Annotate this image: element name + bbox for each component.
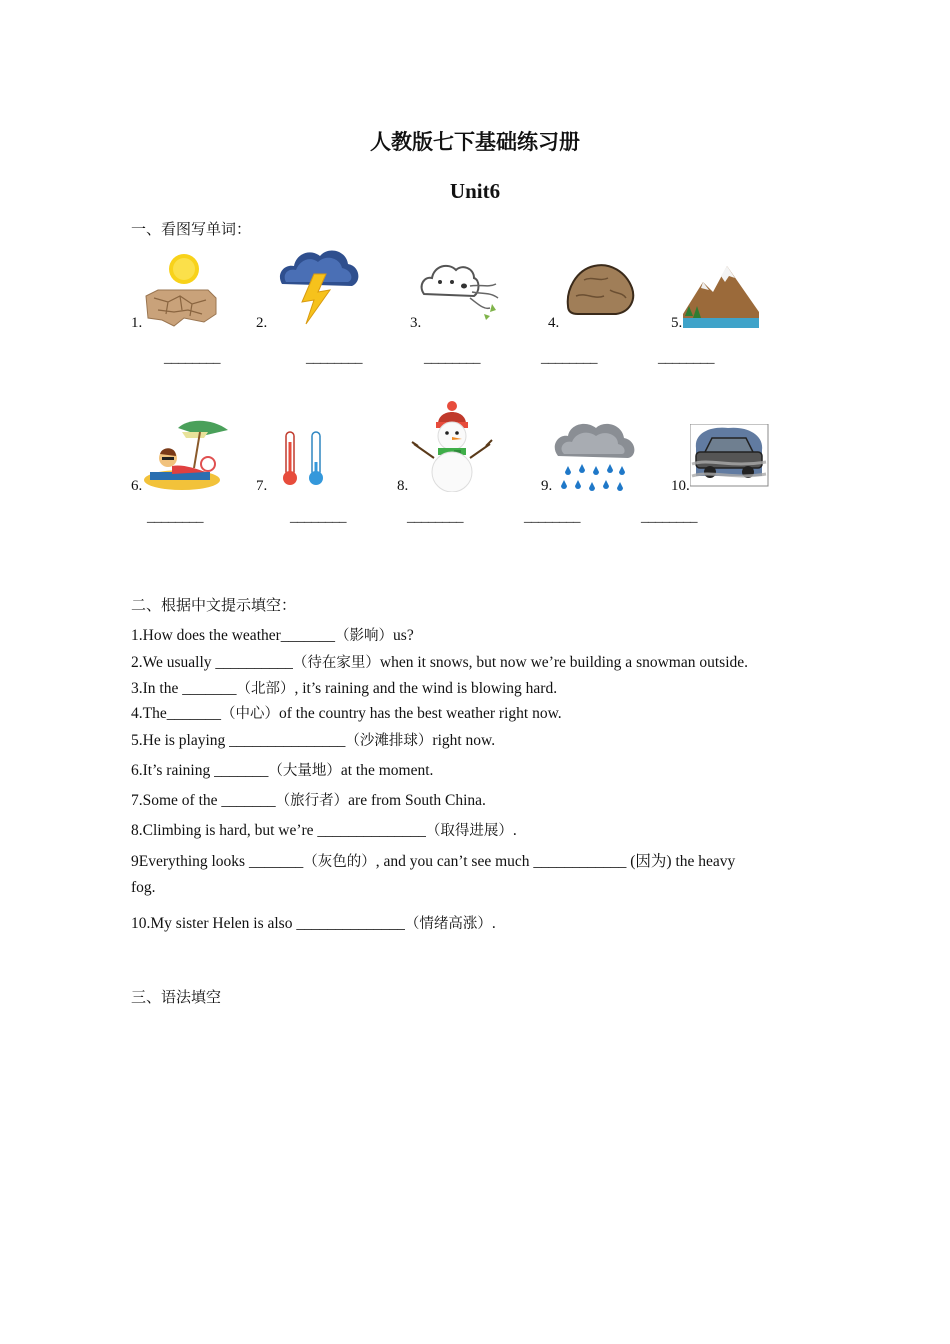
fill-in-sentence: 7.Some of the _______（旅行者）are from South China. bbox=[131, 792, 486, 809]
answer-blank[interactable]: ________ bbox=[164, 350, 220, 366]
answer-blank[interactable]: ________ bbox=[658, 350, 714, 366]
item-number: 7. bbox=[256, 478, 268, 494]
answer-blank[interactable]: ________ bbox=[147, 509, 203, 525]
fill-in-sentence: 3.In the _______（北部）, it’s raining and the wind is blowing hard. bbox=[131, 680, 558, 697]
thermometer-icon bbox=[280, 428, 326, 488]
item-number: 5. bbox=[671, 315, 683, 331]
item-number: 8. bbox=[397, 478, 409, 494]
fill-in-sentence-continuation: fog. bbox=[131, 879, 156, 896]
unit-title: Unit6 bbox=[449, 179, 501, 203]
fill-in-sentence: 1.How does the weather_______（影响）us? bbox=[131, 627, 414, 644]
item-number: 2. bbox=[256, 315, 268, 331]
fill-in-sentence: 5.He is playing _______________（沙滩排球）right now. bbox=[131, 732, 496, 749]
answer-blank[interactable]: ________ bbox=[407, 509, 463, 525]
answer-blank[interactable]: ________ bbox=[641, 509, 697, 525]
fill-in-sentence: 2.We usually __________（待在家里）when it snows, but now we’re building a snowman outside. bbox=[131, 654, 749, 671]
section1-heading: 一、看图写单词： bbox=[131, 220, 252, 238]
item-number: 10. bbox=[671, 478, 690, 494]
section3-heading: 三、语法填空 bbox=[131, 988, 222, 1006]
dry-cracked-earth-sun-icon bbox=[144, 252, 218, 328]
answer-blank[interactable]: ________ bbox=[306, 350, 362, 366]
foggy-car-icon bbox=[690, 424, 770, 488]
rock-icon bbox=[564, 260, 636, 318]
item-number: 9. bbox=[541, 478, 553, 494]
item-number: 6. bbox=[131, 478, 143, 494]
snowman-icon bbox=[408, 398, 496, 492]
mountain-icon bbox=[683, 252, 759, 328]
rain-cloud-icon bbox=[550, 420, 638, 494]
answer-blank[interactable]: ________ bbox=[424, 350, 480, 366]
item-number: 3. bbox=[410, 315, 422, 331]
page-title: 人教版七下基础练习册 bbox=[370, 129, 580, 154]
fill-in-sentence: 9Everything looks _______（灰色的）, and you can’t see much ____________ (因为) the heavy bbox=[131, 853, 736, 870]
answer-blank[interactable]: ________ bbox=[541, 350, 597, 366]
fill-in-sentence: 8.Climbing is hard, but we’re ______________（取得进展）. bbox=[131, 822, 517, 839]
storm-cloud-lightning-icon bbox=[276, 244, 360, 328]
fill-in-sentence: 4.The_______（中心）of the country has the best weather right now. bbox=[131, 705, 562, 722]
item-number: 4. bbox=[548, 315, 560, 331]
beach-vacation-icon bbox=[142, 418, 230, 492]
answer-blank[interactable]: ________ bbox=[524, 509, 580, 525]
section2-heading: 二、根据中文提示填空： bbox=[131, 596, 297, 614]
fill-in-sentence: 10.My sister Helen is also ______________（情绪高涨）. bbox=[131, 915, 496, 932]
windy-cloud-icon bbox=[418, 258, 504, 324]
answer-blank[interactable]: ________ bbox=[290, 509, 346, 525]
fill-in-sentence: 6.It’s raining _______（大量地）at the moment. bbox=[131, 762, 434, 779]
item-number: 1. bbox=[131, 315, 143, 331]
